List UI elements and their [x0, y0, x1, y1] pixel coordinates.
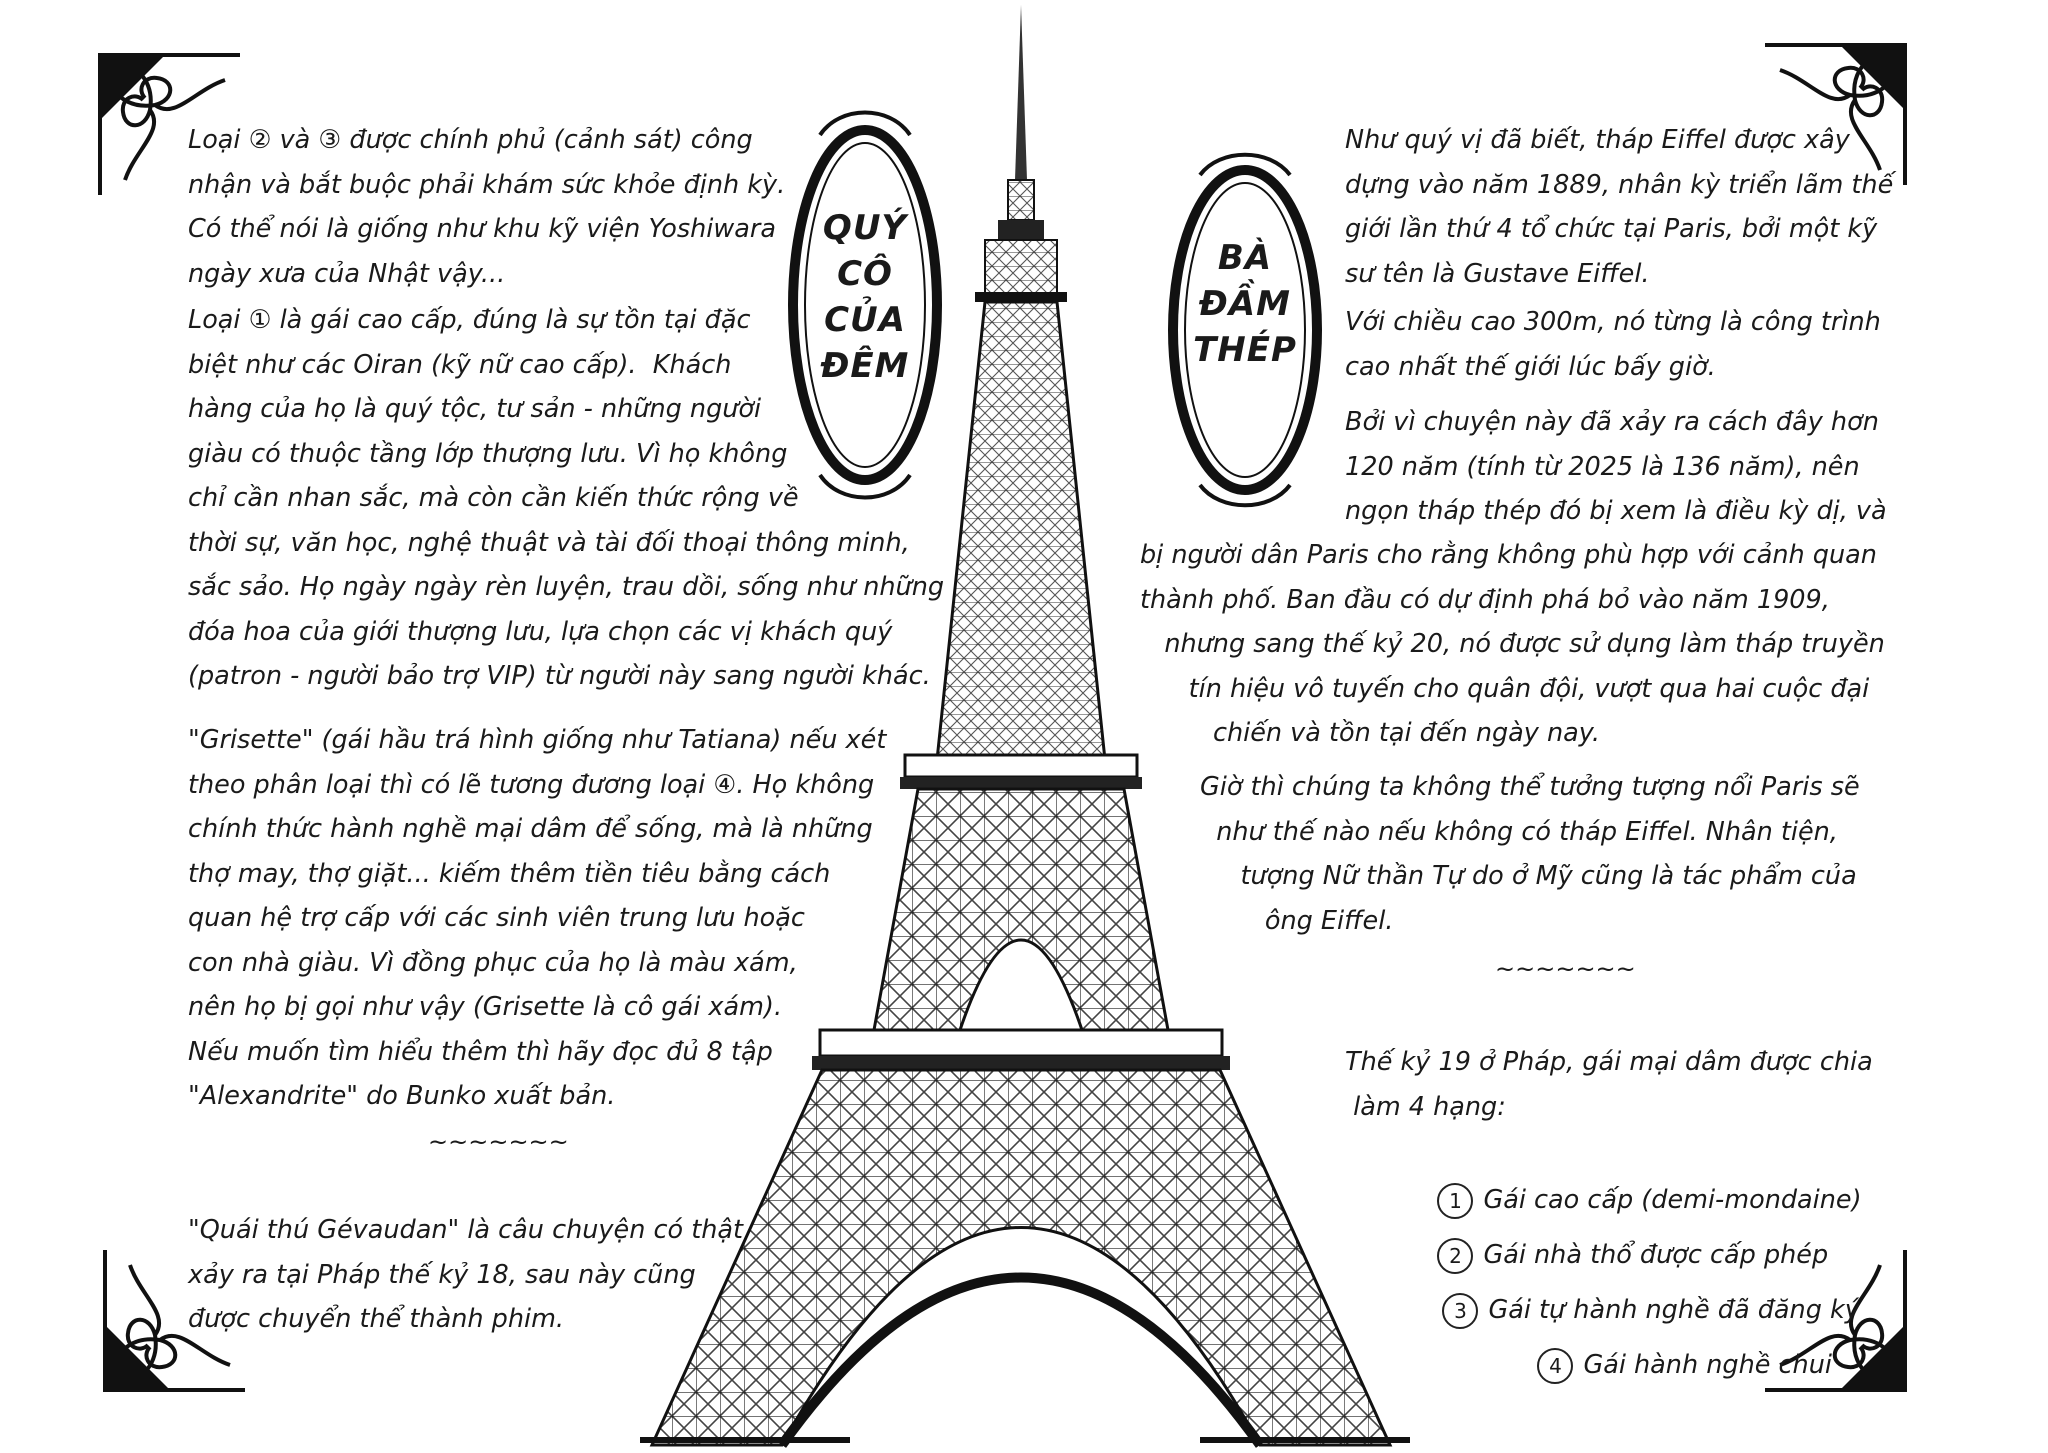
- left-paragraph-1: Loại ② và ③ được chính phủ (cảnh sát) công nhận và bắt buộc phải khám sức khỏe định kỳ. Có thể nói là giống như khu kỹ viện Yoshiwara ngày xưa của Nhật vậy...: [188, 125, 786, 289]
- right-paragraph-3-continued: bị người dân Paris cho rằng không phù hợp với cảnh quan thành phố. Ban đầu có dự định phá bỏ vào năm 1909, nhưng sang thế kỷ 20, nó được sử dụng làm tháp truyền tín hiệu vô tuyến cho quân đội, vượt qua hai cuộc đại chiến và tồn tại đến ngày nay.: [1140, 540, 1885, 748]
- list-item-4-text: Gái hành nghề chui: [1583, 1350, 1832, 1380]
- list-item-2-text: Gái nhà thổ được cấp phép: [1483, 1240, 1829, 1270]
- left-oval-title: QUÝ CÔ CỦA ĐÊM: [820, 208, 910, 386]
- circled-number-4: 4: [1537, 1348, 1573, 1384]
- list-item-1-text: Gái cao cấp (demi-mondaine): [1483, 1185, 1862, 1215]
- right-paragraph-4: Giờ thì chúng ta không thể tưởng tượng nổi Paris sẽ như thế nào nếu không có tháp Eiffel. Nhân tiện, tượng Nữ thần Tự do ở Mỹ cũng là tác phẩm của ông Eiffel.: [1200, 772, 1860, 936]
- right-paragraph-2: Với chiều cao 300m, nó từng là công trình cao nhất thế giới lúc bấy giờ.: [1345, 307, 1881, 382]
- circled-number-2: 2: [1437, 1238, 1473, 1274]
- right-divider: ~~~~~~~: [1495, 955, 1636, 983]
- left-paragraph-2: Loại ① là gái cao cấp, đúng là sự tồn tại đặc biệt như các Oiran (kỹ nữ cao cấp). Khách hàng của họ là quý tộc, tư sản - những người giàu có thuộc tầng lớp thượng lưu. Vì họ không chỉ cần nhan sắc, mà còn cần kiến thức rộng về thời sự, văn học, nghệ thuật và tài đối thoại thông minh, sắc sảo. Họ ngày ngày rèn luyện, trau dồi, sống như những đóa hoa của giới thượng lưu, lựa chọn các vị khách quý (patron - người bảo trợ VIP) từ người này sang người khác.: [188, 305, 945, 691]
- left-paragraph-4: "Quái thú Gévaudan" là câu chuyện có thật xảy ra tại Pháp thế kỷ 18, sau này cũng được chuyển thể thành phim.: [188, 1215, 743, 1334]
- right-paragraph-1: Như quý vị đã biết, tháp Eiffel được xây dựng vào năm 1889, nhân kỳ triển lãm thế giới lần thứ 4 tổ chức tại Paris, bởi một kỹ sư tên là Gustave Eiffel.: [1345, 125, 1894, 289]
- right-list-intro: Thế kỷ 19 ở Pháp, gái mại dâm được chia làm 4 hạng:: [1345, 1047, 1873, 1122]
- right-oval-title: BÀ ĐẦM THÉP: [1193, 238, 1297, 370]
- circled-number-1: 1: [1437, 1183, 1473, 1219]
- left-paragraph-3: "Grisette" (gái hầu trá hình giống như Tatiana) nếu xét theo phân loại thì có lẽ tương đương loại ④. Họ không chính thức hành nghề mại dâm để sống, mà là những thợ may, thợ giặt... kiếm thêm tiền tiêu bằng cách quan hệ trợ cấp với các sinh viên trung lưu hoặc con nhà giàu. Vì đồng phục của họ là màu xám, nên họ bị gọi như vậy (Grisette là cô gái xám). Nếu muốn tìm hiểu thêm thì hãy đọc đủ 8 tập "Alexandrite" do Bunko xuất bản.: [188, 725, 887, 1111]
- list-item-3-text: Gái tự hành nghề đã đăng ký: [1488, 1295, 1860, 1325]
- list-item-4: [1505, 1305, 1832, 1425]
- right-paragraph-3: Bởi vì chuyện này đã xảy ra cách đây hơn 120 năm (tính từ 2025 là 136 năm), nên ngọn tháp thép đó bị xem là điều kỳ dị, và: [1345, 407, 1887, 526]
- circled-number-3: 3: [1442, 1293, 1478, 1329]
- left-divider: ~~~~~~~: [428, 1128, 569, 1156]
